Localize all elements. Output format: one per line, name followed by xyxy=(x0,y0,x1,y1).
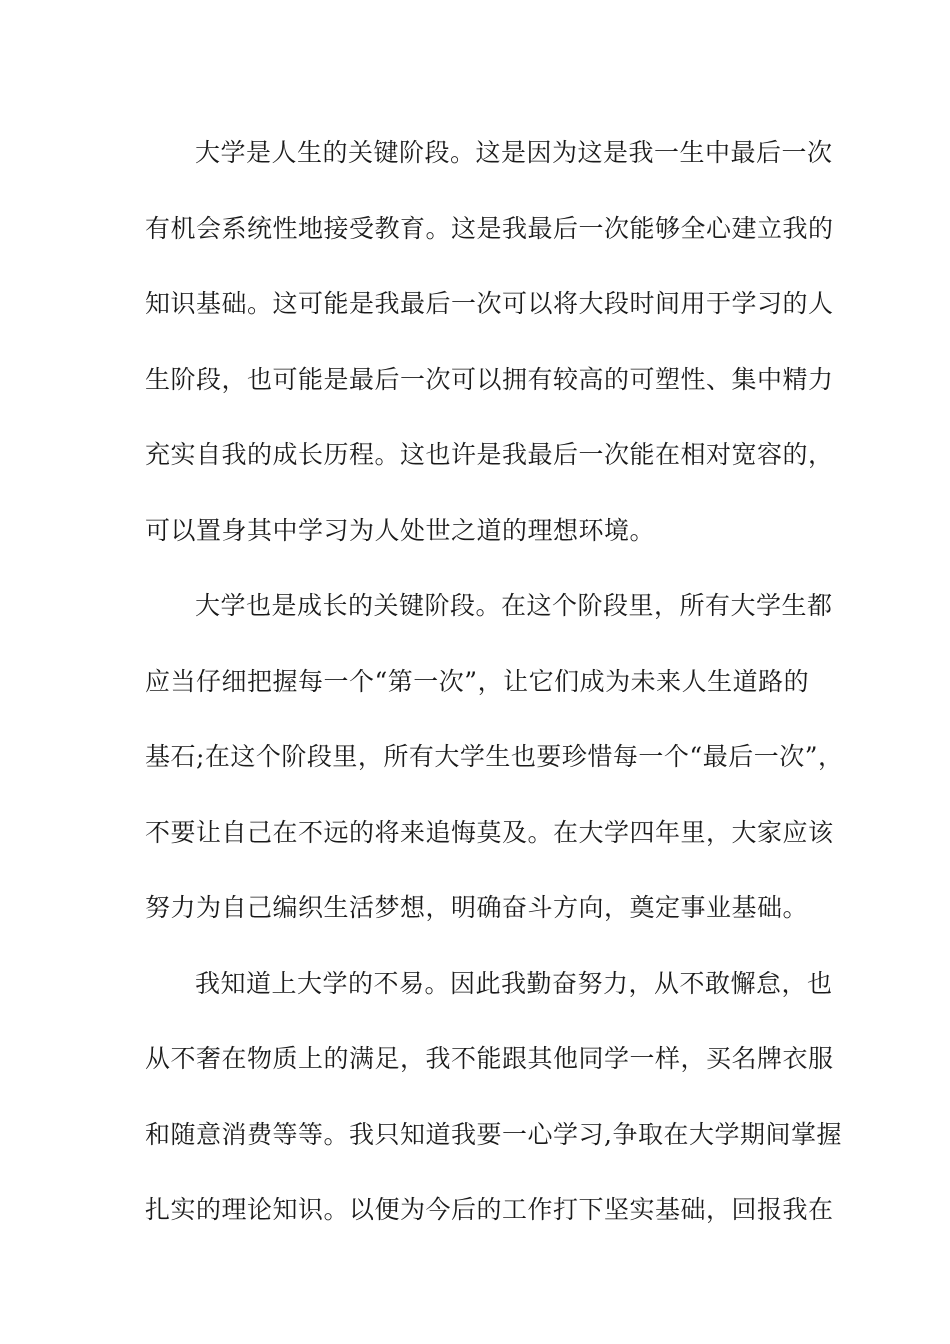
text-line: 我知道上大学的不易。因此我勤奋努力，从不敢懈怠，也 xyxy=(195,968,833,998)
text-line: 知识基础。这可能是我最后一次可以将大段时间用于学习的人 xyxy=(145,289,834,318)
paragraph xyxy=(145,131,834,584)
text-line: 应当仔细把握每一个“第一次”，让它们成为未来人生道路的 xyxy=(145,666,810,696)
text-line: 扎实的理论知识。以便为今后的工作打下坚实基础，回报我在 xyxy=(145,1195,834,1224)
text-line: 大学是人生的关键阶段。这是因为这是我一生中最后一次 xyxy=(195,138,833,167)
text-line: 有机会系统性地接受教育。这是我最后一次能够全心建立我的 xyxy=(145,213,834,243)
text-line: 从不奢在物质上的满足，我不能跟其他同学一样，买名牌衣服 xyxy=(145,1044,834,1073)
text-line: 基石;在这个阶段里，所有大学生也要珍惜每一个“最后一次”， xyxy=(145,742,844,771)
text-line: 大学也是成长的关键阶段。在这个阶段里，所有大学生都 xyxy=(195,591,833,620)
text-line: 努力为自己编织生活梦想，明确奋斗方向，奠定事业基础。 xyxy=(145,893,809,922)
text-line: 不要让自己在不远的将来追悔莫及。在大学四年里，大家应该 xyxy=(145,817,834,847)
text-line: 和随意消费等等。我只知道我要一心学习,争取在大学期间掌握 xyxy=(145,1119,842,1149)
body-text xyxy=(145,131,844,1264)
paragraph xyxy=(145,962,842,1264)
text-line: 生阶段，也可能是最后一次可以拥有较高的可塑性、集中精力 xyxy=(145,364,834,394)
text-line: 充实自我的成长历程。这也许是我最后一次能在相对宽容的， xyxy=(145,440,834,469)
paragraph xyxy=(145,584,844,962)
text-line: 可以置身其中学习为人处世之道的理想环境。 xyxy=(145,515,656,545)
